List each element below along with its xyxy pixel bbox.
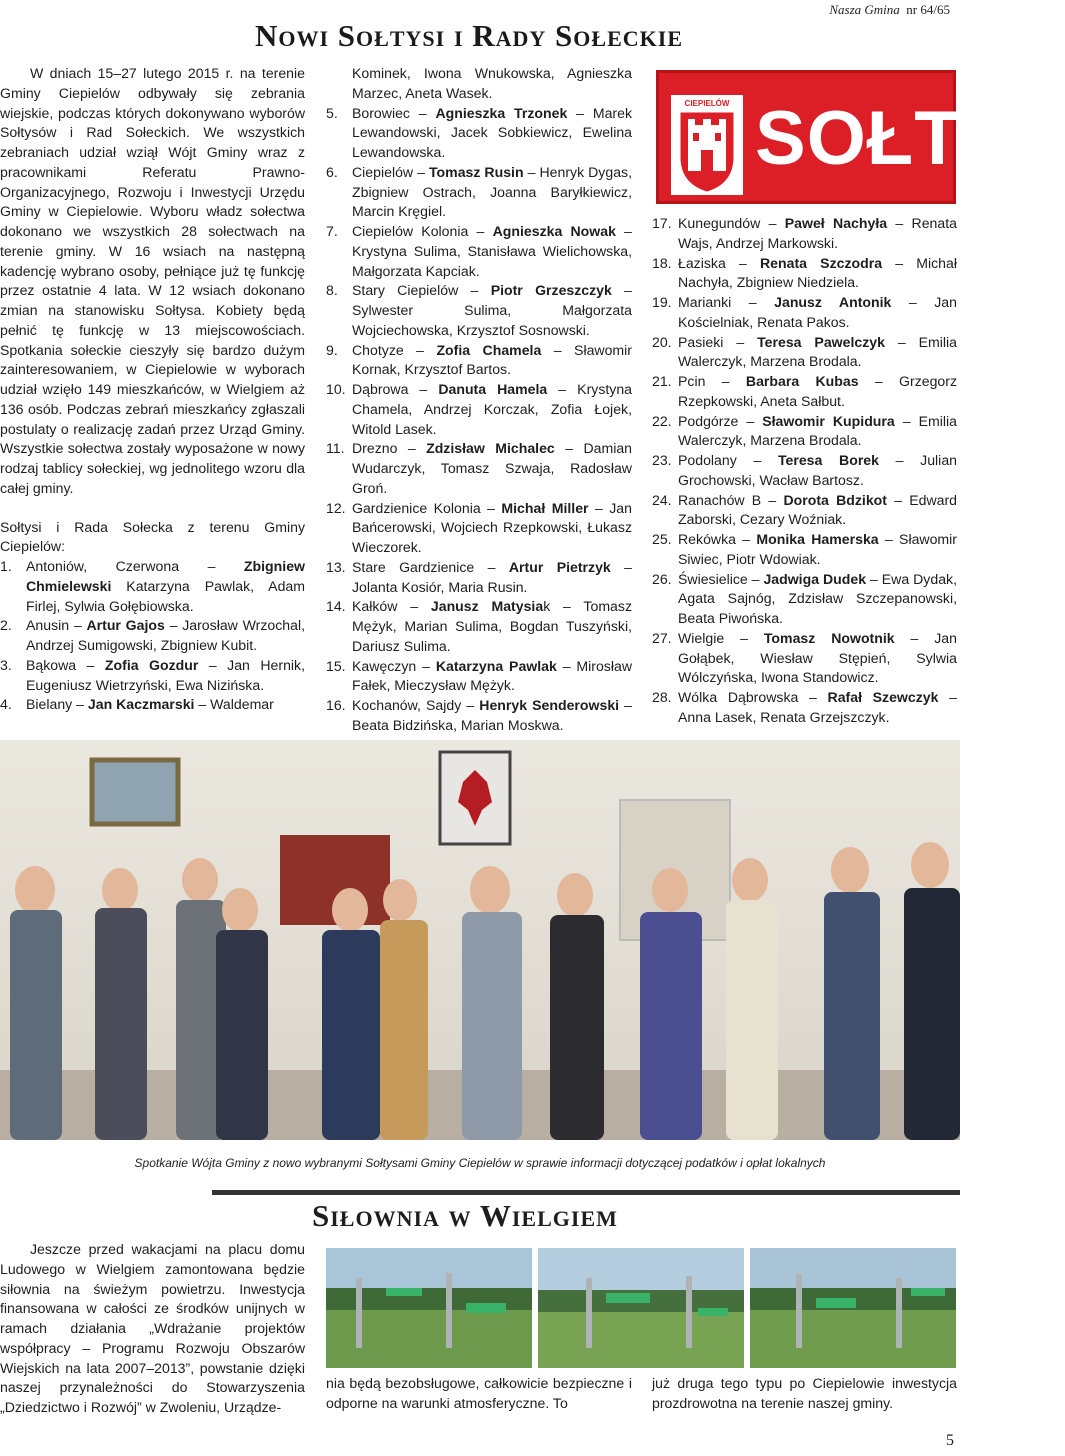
soltys-list-item	[326, 499, 632, 558]
list-item-number: 12.	[326, 499, 346, 516]
section-divider	[212, 1190, 960, 1195]
council-members: – Jan Kościelniak, Renata Pakos.	[678, 294, 957, 330]
list-item-number: 4.	[0, 696, 12, 713]
soltys-name: Sławomir Kupidura	[762, 412, 895, 429]
article2-column-1	[0, 1240, 305, 1418]
list-item-number: 28.	[652, 689, 672, 705]
soltys-list-item	[652, 530, 957, 570]
soltys-name: Artur Gajos	[86, 617, 165, 634]
list-item-number: 13.	[326, 558, 346, 575]
village-name: Gardzienice Kolonia –	[352, 499, 502, 516]
gym-photo-1	[326, 1248, 532, 1368]
soltys-list-item	[652, 412, 957, 452]
council-members: – Emilia Walerczyk, Marzena Brodala.	[678, 333, 957, 370]
soltys-list-item	[0, 695, 305, 715]
soltys-list-item	[652, 570, 957, 629]
council-members: – Emilia Walerczyk, Marzena Brodala.	[678, 412, 957, 449]
soltys-name: Zbigniew Chmielewski	[26, 558, 305, 594]
ciepielow-coat-of-arms	[671, 95, 743, 195]
article2-column-2	[326, 1374, 632, 1414]
soltys-name: Tomasz Nowotnik	[763, 629, 895, 646]
soltys-name: Piotr Grzeszczyk	[490, 282, 612, 299]
list-item-number: 8.	[326, 282, 338, 299]
village-name: Kunegundów –	[678, 215, 785, 231]
soltys-name: Zofia Gozdur	[104, 656, 199, 673]
soltys-list-item	[652, 214, 957, 254]
column-3	[652, 214, 957, 728]
council-members: – Beata Bidzińska, Marian Moskwa.	[352, 697, 632, 733]
village-name: Drezno –	[352, 440, 427, 457]
list-item-number: 3.	[0, 656, 12, 673]
soltys-list-item	[652, 451, 957, 491]
village-name: Kawęczyn –	[352, 657, 436, 674]
village-name: Kochanów, Sajdy –	[352, 697, 480, 713]
soltys-name: Tomasz Rusin	[428, 163, 524, 180]
soltys-list-item	[326, 281, 632, 340]
council-members: – Michał Nachyła, Zbigniew Niedziela.	[678, 254, 957, 291]
magazine-name: Nasza Gmina	[829, 2, 900, 17]
soltys-list-item	[326, 380, 632, 439]
soltys-name: Renata Szczodra	[760, 254, 883, 271]
village-name: Chotyze –	[352, 341, 437, 358]
village-name: Pcin –	[678, 373, 746, 389]
council-members: Katarzyna Pawlak, Adam Firlej, Sylwia Gołębiowska.	[26, 577, 305, 614]
soltys-list-item	[652, 293, 957, 333]
village-name: Antoniów, Czerwona –	[26, 558, 244, 574]
list-item-number: 25.	[652, 531, 672, 547]
soltys-name: Agnieszka Trzonek	[435, 104, 568, 121]
council-members: – Jolanta Kosiór, Maria Rusin.	[352, 558, 632, 595]
village-name: Ciepielów –	[352, 163, 429, 180]
group-photo	[0, 740, 960, 1140]
soltys-list-item	[326, 439, 632, 498]
list-item-number: 15.	[326, 657, 346, 674]
list-item-number: 21.	[652, 373, 672, 389]
soltys-list-item	[652, 629, 957, 688]
soltys-list-item	[652, 688, 957, 728]
council-members: – Damian Wudarczyk, Tomasz Szwaja, Radosław Groń.	[352, 440, 633, 496]
column-2	[326, 64, 632, 736]
soltys-name: Janusz Matysia	[430, 598, 544, 615]
soltys-list-item	[0, 557, 305, 616]
list-item-number: 16.	[326, 697, 346, 713]
soltys-name: Rafał Szewczyk	[827, 689, 939, 705]
soltys-list-item	[326, 696, 632, 736]
article-title: Nowi Sołtysi i Rady Sołeckie	[255, 18, 683, 53]
soltys-list-item	[326, 558, 632, 598]
list-item-number: 9.	[326, 341, 338, 358]
article2-paragraph-1: Jeszcze przed wakacjami na placu domu Ludowego w Wielgiem zamontowana będzie siłownia na świeżym powietrzu. Inwestycja finansowana w całości ze środków unijnych w ramach działania „Wdrażanie projektów współpracy – Programu Rozwoju Obszarów Wiejskich na lata 2007–2013”, powstanie dzięki naszej przynależności do Stowarzyszenia „Dziedzictwo i Rozwój” w Zwoleniu, Urządze-	[0, 1241, 305, 1415]
soltys-name: Henryk Senderowski	[479, 697, 620, 713]
soltys-logo	[656, 70, 1065, 204]
photo-caption: Spotkanie Wójta Gminy z nowo wybranymi Sołtysami Gminy Ciepielów w sprawie informacji dotyczącej podatków i opłat lokalnych	[134, 1156, 826, 1170]
list-item-number: 2.	[0, 617, 12, 634]
village-name: Łaziska –	[678, 254, 760, 271]
village-name: Borowiec –	[352, 104, 436, 121]
list-item-number: 23.	[652, 452, 672, 468]
council-members: – Jan Hernik, Eugeniusz Wietrzyński, Ewa Nizińska.	[26, 656, 306, 693]
council-members: – Ewa Dydak, Agata Sajnóg, Zdzisław Szczepanowski, Beata Piwońska.	[678, 570, 957, 626]
column-1	[0, 64, 305, 715]
soltys-name: Michał Miller	[501, 499, 589, 516]
council-members: – Renata Wajs, Andrzej Markowski.	[678, 215, 957, 251]
village-name: Podolany –	[678, 452, 778, 468]
soltys-name: Danuta Hamela	[438, 381, 548, 397]
outdoor-gym-photos	[326, 1248, 956, 1368]
article2-paragraph-2: nia będą bezobsługowe, całkowicie bezpieczne i odporne na warunki atmosferyczne. To	[326, 1375, 632, 1411]
list-heading: Sołtysi i Rada Sołecka z terenu Gminy Ciepielów:	[0, 518, 305, 555]
soltys-name: Zdzisław Michalec	[426, 440, 555, 457]
article2-paragraph-3: już druga tego typu po Ciepielowie inwestycja prozdrowotna na terenie naszej gminy.	[652, 1375, 957, 1411]
soltys-name: Teresa Pawelczyk	[757, 333, 885, 350]
logo-word: SOŁTYS	[755, 96, 1065, 181]
village-name: Anusin –	[26, 617, 87, 634]
village-name: Dąbrowa –	[352, 381, 439, 397]
soltys-name: Zofia Chamela	[436, 341, 542, 358]
council-members: – Anna Lasek, Renata Grzejszczyk.	[678, 689, 957, 725]
council-members: – Julian Grochowski, Wacław Bartosz.	[678, 452, 957, 488]
running-header	[829, 2, 950, 18]
council-members: – Jarosław Wrzochal, Andrzej Sumigowski, Zbigniew Kubit.	[26, 617, 306, 653]
village-name: Marianki –	[678, 294, 775, 310]
article2-column-3	[652, 1374, 957, 1414]
soltys-list-item	[326, 341, 632, 381]
soltys-list-item	[0, 616, 305, 656]
village-name: Stare Gardzienice –	[352, 558, 509, 575]
list-item-number: 6.	[326, 163, 338, 180]
soltys-list-item	[326, 222, 632, 281]
soltys-name: Artur Pietrzyk	[508, 558, 611, 575]
council-members: – Edward Zaborski, Cezary Woźniak.	[678, 491, 957, 528]
list-item-number: 17.	[652, 215, 672, 231]
village-name: Podgórze –	[678, 412, 763, 429]
list-item-number: 20.	[652, 333, 672, 350]
soltys-list-item	[652, 372, 957, 412]
village-name: Ciepielów Kolonia –	[352, 223, 493, 239]
soltys-list-item	[326, 597, 632, 656]
village-name: Pasieki –	[678, 333, 758, 350]
soltys-list-item	[0, 656, 305, 696]
list-item-number: 1.	[0, 558, 12, 574]
council-members: – Grzegorz Rzepkowski, Aneta Sałbut.	[678, 373, 957, 409]
soltys-name: Teresa Borek	[777, 452, 879, 468]
list-item-number: 14.	[326, 598, 346, 615]
village-name: Świesielice –	[678, 570, 764, 587]
council-members: k – Tomasz Mężyk, Marian Sulima, Bogdan Tuszyński, Dariusz Sulima.	[352, 598, 632, 654]
list-continuation: Kominek, Iwona Wnukowska, Agnieszka Marzec, Aneta Wasek.	[352, 65, 632, 101]
village-name: Ranachów B –	[678, 491, 784, 508]
soltys-name: Dorota Bdzikot	[783, 491, 887, 508]
intro-paragraph: W dniach 15–27 lutego 2015 r. na terenie Gminy Ciepielów odbywały się zebrania wiejskie, podczas których dokonywano wyborów Sołtysów i Rad Sołeckich. We wszystkich zebraniach udział wziął Wójt Gminy wraz z pracownikami Referatu Prawno-Organizacyjnego, Rozwoju i Inwestycji Urzędu Gminy w Ciepielowie. Wyboru władz sołectwa dokonano we wszystkich 28 sołectwach na terenie gminy. W 16 wsiach na następną kadencję wybrano osoby, pełniące już tę funkcję przez ostatnie 4 lata. W 12 wsiach dokonano zmian na stanowisku Sołtysa. Kobiety będą pełnić tę funkcję w 13 miejscowościach. Spotkania sołeckie cieszyły się bardzo dużym zainteresowaniem, w Ciepielowie w wyborach udział wzięło 149 mieszkańców, w Wielgiem aż 136 osób. Podczas zebrań mieszkańcy zgłaszali postulaty o realizację zadań przez Urząd Gminy. Wszystkie sołectwa zostały wyposażone w nowy rodzaj tablicy sołeckiej, wg jednolitego wzoru dla całej gminy.	[0, 65, 305, 496]
village-name: Rekówka –	[678, 531, 757, 547]
village-name: Bąkowa –	[26, 656, 105, 673]
soltys-list-item	[652, 333, 957, 373]
soltys-name: Jan Kaczmarski	[87, 696, 195, 713]
council-members: – Waldemar	[194, 696, 274, 713]
list-item-number: 26.	[652, 570, 672, 587]
council-members: – Mirosław Fałek, Mieczysław Mężyk.	[352, 657, 633, 694]
council-members: – Sławomir Siwiec, Piotr Wdowiak.	[678, 531, 957, 567]
list-item-number: 24.	[652, 491, 672, 508]
soltys-name: Barbara Kubas	[745, 373, 859, 389]
village-name: Stary Ciepielów –	[352, 282, 491, 299]
logo-place-name: CIEPIELÓW	[684, 99, 730, 108]
soltys-list-part3	[652, 214, 957, 728]
village-name: Wielgie –	[678, 629, 764, 646]
council-members: – Sylwester Sulima, Małgorzata Wojciechowska, Krzysztof Sosnowski.	[352, 282, 632, 338]
soltys-name: Jadwiga Dudek	[763, 570, 867, 587]
list-item-number: 11.	[326, 440, 345, 457]
gym-photo-2	[538, 1248, 744, 1368]
soltys-list-item	[326, 657, 632, 697]
soltys-name: Monika Hamerska	[756, 531, 879, 547]
soltys-name: Agnieszka Nowak	[492, 223, 616, 239]
list-item-number: 10.	[326, 381, 346, 397]
soltys-list-item	[652, 254, 957, 294]
soltys-name: Paweł Nachyła	[784, 215, 888, 231]
council-members: – Jan Bańcerowski, Wojciech Rzepkowski, Łukasz Wieczorek.	[352, 499, 632, 555]
soltys-name: Katarzyna Pawlak	[435, 657, 557, 674]
list-item-number: 22.	[652, 412, 672, 429]
soltys-list-item	[652, 491, 957, 531]
council-members: – Marek Lewandowski, Jacek Sobkiewicz, Ewelina Lewandowska.	[352, 104, 633, 160]
soltys-list-item	[326, 163, 632, 222]
soltys-list-part1	[0, 557, 305, 715]
council-members: – Jan Gołąbek, Wiesław Stępień, Sylwia Wólczyńska, Iwona Standowicz.	[678, 629, 957, 686]
village-name: Wólka Dąbrowska –	[678, 689, 828, 705]
list-item-number: 19.	[652, 294, 672, 310]
list-item-number: 27.	[652, 629, 672, 646]
council-members: – Henryk Dygas, Zbigniew Ostrach, Joanna Baryłkiewicz, Marcin Kręgiel.	[352, 163, 632, 220]
page-number: 5	[946, 1432, 954, 1449]
council-members: – Krystyna Sulima, Stanisława Wielichowska, Małgorzata Kapciak.	[352, 223, 632, 279]
list-item-number: 7.	[326, 223, 338, 239]
list-item-number: 18.	[652, 254, 672, 271]
soltys-name: Janusz Antonik	[774, 294, 892, 310]
village-name: Bielany –	[26, 696, 88, 713]
soltys-list-part2	[326, 104, 632, 736]
village-name: Kałków –	[352, 598, 431, 615]
gym-photo-3	[750, 1248, 956, 1368]
article2-title: Siłownia w Wielgiem	[312, 1198, 618, 1233]
council-members: – Krystyna Chamela, Andrzej Korczak, Zofia Łojek, Witold Lasek.	[352, 381, 632, 437]
issue-number: nr 64/65	[906, 2, 950, 17]
list-item-number: 5.	[326, 104, 338, 121]
soltys-list-item	[326, 104, 632, 163]
council-members: – Sławomir Kornak, Krzysztof Bartos.	[352, 341, 632, 378]
